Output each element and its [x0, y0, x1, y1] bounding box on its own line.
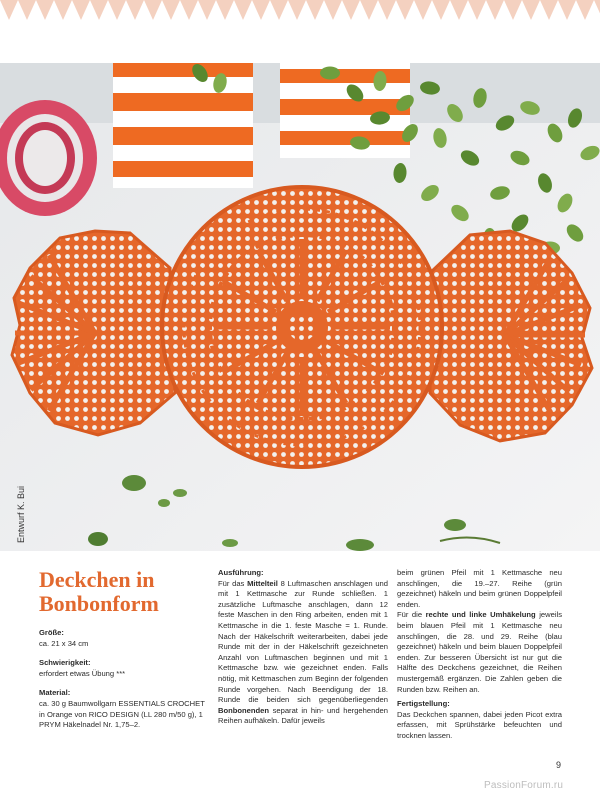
execution-label: Ausführung:	[218, 568, 264, 577]
size-value: ca. 21 x 34 cm	[39, 638, 89, 648]
col3-umhaekelung: rechte und linke Umhäkelung	[425, 610, 536, 620]
watermark: PassionForum.ru	[484, 780, 564, 791]
scalloped-top-border	[0, 0, 600, 26]
photo-credit: Entwurf K. Bui	[16, 485, 26, 543]
difficulty-label: Schwierigkeit:	[39, 658, 91, 668]
doily-photo	[0, 63, 600, 551]
title-line-2: Bonbonform	[39, 591, 159, 616]
execution-text-a: Für das	[218, 578, 248, 588]
article-title	[39, 568, 207, 616]
execution-bonbonenden: Bonbonenden	[218, 705, 270, 715]
material-label: Material:	[39, 688, 71, 698]
col3-paragraph-1: beim grünen Pfeil mit 1 Kettmasche neu anschlingen, die 19.–27. Reihe (grün gezeichnet) häkeln und beim grünen Doppelpfeil enden.	[397, 568, 562, 609]
execution-text	[218, 579, 388, 727]
difficulty-value: erfordert etwas Übung ***	[39, 668, 126, 678]
finishing-value: Das Deckchen spannen, dabei jeden Picot extra erfassen, mit Sprühstärke befeuchten und trocknen lassen.	[397, 709, 562, 740]
material-section	[39, 688, 207, 730]
size-label: Größe:	[39, 628, 64, 637]
title-line-1: Deckchen in	[39, 567, 155, 592]
col3-text-b: jeweils beim blauen Pfeil mit 1 Kettmasche neu anschlingen, die 28. und 29. Reihe (blau gezeichnet) häkeln und beim blauen Doppelpfeil enden. Zur besseren Übersicht ist nur gut die Hälfte des Deckchens gezeichnet, die Reihen mustergemäß ergänzen. Die Zahlen geben die Runden bzw. Reihen an.	[397, 610, 562, 694]
col3-paragraph-2	[397, 610, 562, 695]
finishing-label: Fertigstellung:	[397, 699, 450, 709]
article-column-2	[218, 568, 388, 727]
article-column-3	[397, 568, 562, 742]
execution-mittelteil: Mittelteil	[247, 578, 278, 588]
difficulty-section	[39, 658, 207, 679]
execution-text-b: 8 Luftmaschen anschlagen und mit 1 Kettmasche zur Runde schließen. 1 zusätzliche Luftmasche anschlagen, dann 12 feste Maschen in den Ring arbeiten, enden mit 1 Kettmasche in die 1. feste Masche = 1. Runde. Nach der Häkelschrift weiterarbeiten, dabei jede Runde mit der in der Häkelschrift gezeichneten Anzahl von Luftmaschen beginnen und mit 1 Kettmasche bzw. wie gezeichnet enden. Falls nötig, mit Kettmaschen zum Beginn der folgenden Runde vorgehen. Nach Beendigung der 18. Runde die beiden sich gegenüberliegenden	[218, 578, 388, 705]
striped-tin-left	[113, 63, 253, 188]
striped-tin-right	[280, 63, 410, 158]
article-column-1	[39, 568, 207, 740]
execution-text-c: separat in hin- und hergehenden Reihen aufhäkeln. Dafür jeweils	[218, 705, 388, 726]
size-section	[39, 628, 207, 649]
col3-text-a: Für die	[397, 610, 426, 620]
page-number: 9	[556, 760, 562, 770]
material-value: ca. 30 g Baumwollgarn ESSENTIALS CROCHET in Orange von RICO DESIGN (LL 280 m/50 g), 1 PRYM Häkelnadel Nr. 1,75–2.	[39, 698, 205, 730]
